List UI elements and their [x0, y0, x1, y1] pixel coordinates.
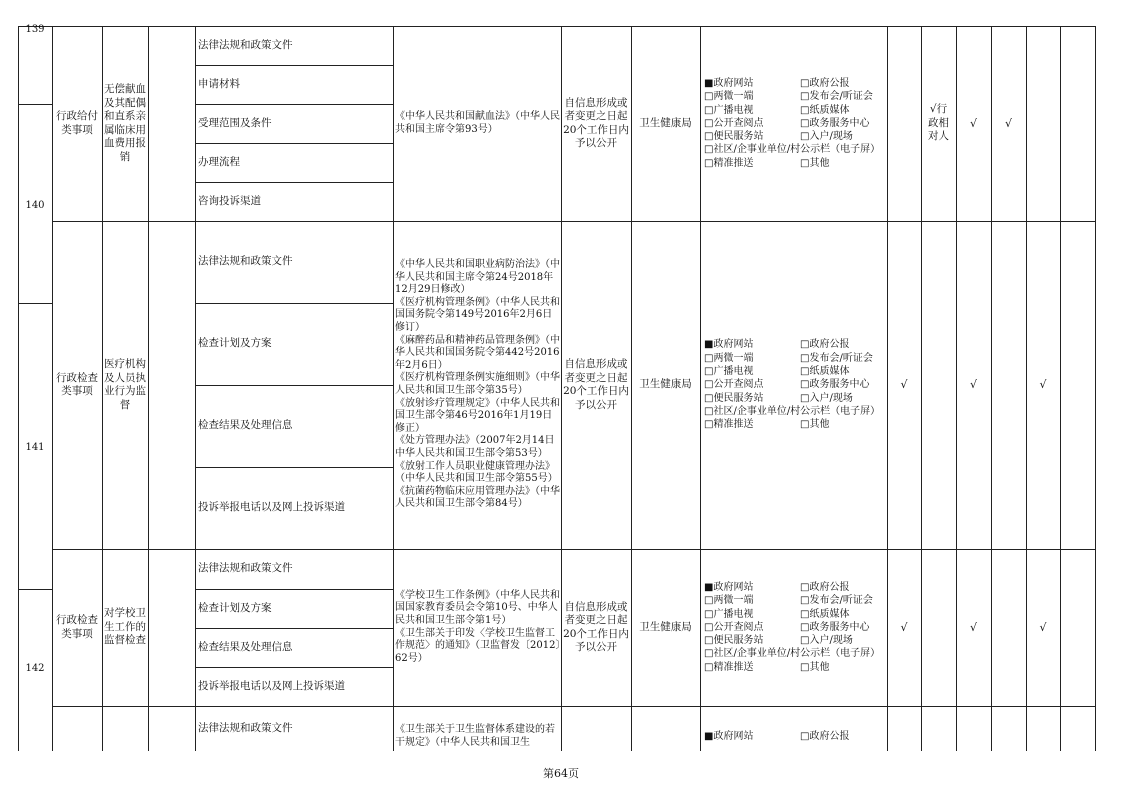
department: [631, 549, 700, 706]
check-mark: [956, 26, 991, 221]
content-item-text: 咨询投诉渠道: [198, 194, 261, 207]
check-mark-text: √: [969, 378, 977, 392]
channel-option: □其他: [800, 661, 830, 673]
channel-option: □政府公报: [800, 339, 850, 351]
check-mark-text: √: [1004, 116, 1012, 130]
category-cell: [54, 221, 100, 549]
disclosure-timing-text: 自信息形成或者变更之日起20个工作日内予以公开: [563, 358, 629, 411]
disclosure-timing: [563, 221, 629, 549]
category-cell: [54, 26, 100, 221]
content-item-text: 检查结果及处理信息: [198, 419, 293, 432]
content-item-text: 申请材料: [198, 77, 240, 90]
content-item-text: 投诉举报电话以及网上投诉渠道: [198, 679, 345, 692]
content-item-text: 法律法规和政策文件: [198, 721, 293, 734]
check-mark: [1026, 549, 1060, 706]
channel-option: □纸质媒体: [800, 104, 850, 116]
content-item: [195, 182, 393, 221]
content-item: [195, 26, 393, 65]
item-cell: [104, 549, 146, 706]
content-item-text: 检查计划及方案: [198, 337, 272, 350]
channel-option: □精准推送: [704, 661, 754, 673]
channel-option: □两微一端: [704, 595, 754, 607]
channel-option: ■政府网站: [704, 339, 754, 351]
channel-list: [704, 338, 888, 431]
department: [631, 221, 700, 549]
department-text: 卫生健康局: [639, 116, 692, 129]
content-item-text: 法律法规和政策文件: [198, 255, 293, 268]
channel-option: □纸质媒体: [800, 366, 850, 378]
page-footer: 第64页: [543, 767, 579, 780]
legal-basis: [393, 26, 561, 221]
channel-option: □广播电视: [704, 366, 754, 378]
department-text: 卫生健康局: [639, 620, 692, 633]
grid-vline: [1060, 26, 1061, 751]
check-mark: [1026, 221, 1060, 549]
content-item: [195, 221, 393, 303]
channel-option: □精准推送: [704, 419, 754, 431]
grid-vline: [18, 26, 19, 751]
item-cell-text: 对学校卫生工作的监督检查: [104, 607, 146, 647]
channels-cell: [700, 26, 887, 221]
content-item: [195, 65, 393, 104]
channel-option: ■政府网站: [704, 581, 754, 593]
item-cell-text: 无偿献血及其配偶和直系亲属临床用血费用报销: [104, 83, 146, 163]
content-item: [195, 667, 393, 706]
legal-basis-text: 《学校卫生工作条例》（中华人民共和国国家教育委员会令第10号、中华人民共和国卫生部令第1号） 《卫生部关于印发〈学校卫生监督工作规范〉的通知》（卫监督发〔2012〕62号）: [395, 589, 561, 664]
channel-option: □入户/现场: [800, 131, 853, 143]
content-item-text: 检查计划及方案: [198, 601, 272, 614]
check-mark: [887, 221, 921, 549]
disclosure-timing-text: 自信息形成或者变更之日起20个工作日内予以公开: [563, 96, 629, 149]
channel-option: □社区/企事业单位/村公示栏（电子屏）: [704, 144, 881, 156]
content-item: [195, 589, 393, 628]
channel-option: □精准推送: [704, 157, 754, 169]
content-item: [195, 104, 393, 143]
grid-vline: [921, 26, 922, 751]
content-item-text: 法律法规和政策文件: [198, 38, 293, 51]
disclosure-timing: [563, 549, 629, 706]
channel-option: □政府公报: [800, 581, 850, 593]
row-number: [18, 26, 52, 34]
category-cell: [54, 549, 100, 706]
channel-option: ■政府网站: [704, 77, 754, 89]
disclosure-timing: [563, 26, 629, 221]
department: [631, 26, 700, 221]
row-number-divider: [18, 303, 52, 304]
channels-cell: [700, 221, 887, 549]
channel-option: □政务服务中心: [800, 117, 870, 129]
department-text: 卫生健康局: [639, 378, 692, 391]
target-cell-text: √行政相对人: [928, 103, 949, 143]
check-mark-text: √: [969, 116, 977, 130]
item-cell: [104, 221, 146, 549]
channel-option: □发布会/听证会: [800, 91, 873, 103]
channels-cell: [700, 706, 887, 751]
category-cell-text: 行政检查类事项: [56, 371, 98, 397]
channel-option: □发布会/听证会: [800, 595, 873, 607]
check-mark-text: √: [900, 620, 908, 634]
channel-option: □发布会/听证会: [800, 352, 873, 364]
content-item: [195, 549, 393, 589]
content-item-text: 受理范围及条件: [198, 116, 272, 129]
row-number-divider: [18, 589, 52, 590]
row-number-text: 141: [25, 442, 45, 454]
check-mark: [887, 549, 921, 706]
grid-vline: [52, 26, 53, 751]
channel-option: □政务服务中心: [800, 621, 870, 633]
grid-vline: [561, 26, 562, 751]
channel-list: [704, 77, 888, 170]
channel-option: □社区/企事业单位/村公示栏（电子屏）: [704, 405, 881, 417]
legal-basis: [393, 706, 561, 751]
check-mark-text: √: [1039, 620, 1047, 634]
channel-option: □公开查阅点: [704, 621, 764, 633]
check-mark-text: √: [1039, 378, 1047, 392]
channel-option: □便民服务站: [704, 131, 764, 143]
item-cell-text: 医疗机构及人员执业行为监督: [104, 358, 146, 411]
channel-option: □广播电视: [704, 104, 754, 116]
content-item: [195, 385, 393, 467]
channel-option: □便民服务站: [704, 635, 764, 647]
channel-option: □政府公报: [800, 77, 850, 89]
content-item: [195, 303, 393, 385]
channel-option: □公开查阅点: [704, 379, 764, 391]
content-item: [195, 706, 393, 751]
channel-list: [704, 581, 888, 674]
category-cell-text: 行政检查类事项: [56, 614, 98, 640]
category-cell-text: 行政给付类事项: [56, 110, 98, 136]
target-cell: [923, 26, 954, 221]
grid-vline: [1095, 26, 1096, 751]
channel-option: □其他: [800, 157, 830, 169]
check-mark-text: √: [900, 378, 908, 392]
channel-option: □政府公报: [800, 731, 850, 742]
content-item: [195, 467, 393, 549]
grid-vline: [148, 26, 149, 751]
row-number-text: 140: [25, 200, 45, 212]
row-number: [18, 440, 52, 456]
channel-option: □入户/现场: [800, 392, 853, 404]
content-item: [195, 628, 393, 667]
content-item-text: 法律法规和政策文件: [198, 562, 293, 575]
channel-option: □便民服务站: [704, 392, 764, 404]
content-item-text: 检查结果及处理信息: [198, 640, 293, 653]
channel-option: ■政府网站: [704, 731, 754, 742]
row-number-text: 142: [25, 663, 45, 675]
legal-basis-text: 《中华人民共和国职业病防治法》（中华人民共和国主席令第24号2018年12月29日修改） 《医疗机构管理条例》（中华人民共和国国务院令第149号2016年2月6日修订） 《麻醉药品和精神药品管理条例》（中华人民共和国国务院令第442号2016年2月6日） 《医疗机构管理条例实施细则》（中华人民共和国卫生部令第35号） 《放射诊疗管理规定》（中华人民共和国卫生部令第46号2016年1月19日修正） 《处方管理办法》（2007年2月14日中华人民共和国卫生部令第53号） 《放射工作人员职业健康管理办法》（中华人民共和国卫生部令第55号） 《抗菌药物临床应用管理办法》（中华人民共和国卫生部令第84号）: [395, 259, 560, 510]
disclosure-timing-text: 自信息形成或者变更之日起20个工作日内予以公开: [563, 600, 629, 653]
legal-basis-text: 《中华人民共和国献血法》（中华人民共和国主席令第93号）: [395, 110, 560, 135]
row-number: [18, 198, 52, 214]
content-item: [195, 143, 393, 182]
channel-option: □两微一端: [704, 91, 754, 103]
legal-basis-text: 《卫生部关于卫生监督体系建设的若干规定》（中华人民共和国卫生: [395, 724, 555, 748]
channel-option: □政务服务中心: [800, 379, 870, 391]
channel-option: □公开查阅点: [704, 117, 764, 129]
channels-cell: [700, 549, 887, 706]
check-mark: [956, 221, 991, 549]
row-number: [18, 661, 52, 677]
channel-option: □纸质媒体: [800, 608, 850, 620]
channel-option: □其他: [800, 419, 830, 431]
check-mark: [991, 26, 1026, 221]
content-item-text: 投诉举报电话以及网上投诉渠道: [198, 501, 345, 514]
grid-vline: [102, 26, 103, 751]
legal-basis: [393, 549, 561, 706]
legal-basis: [393, 221, 561, 549]
content-item-text: 办理流程: [198, 155, 240, 168]
row-number-divider: [18, 104, 52, 105]
channel-option: □两微一端: [704, 352, 754, 364]
channel-option: □入户/现场: [800, 635, 853, 647]
check-mark-text: √: [969, 620, 977, 634]
row-number-text: 139: [25, 24, 45, 36]
item-cell: [104, 26, 146, 221]
channel-option: □社区/企事业单位/村公示栏（电子屏）: [704, 648, 881, 660]
channel-option: □广播电视: [704, 608, 754, 620]
check-mark: [956, 549, 991, 706]
